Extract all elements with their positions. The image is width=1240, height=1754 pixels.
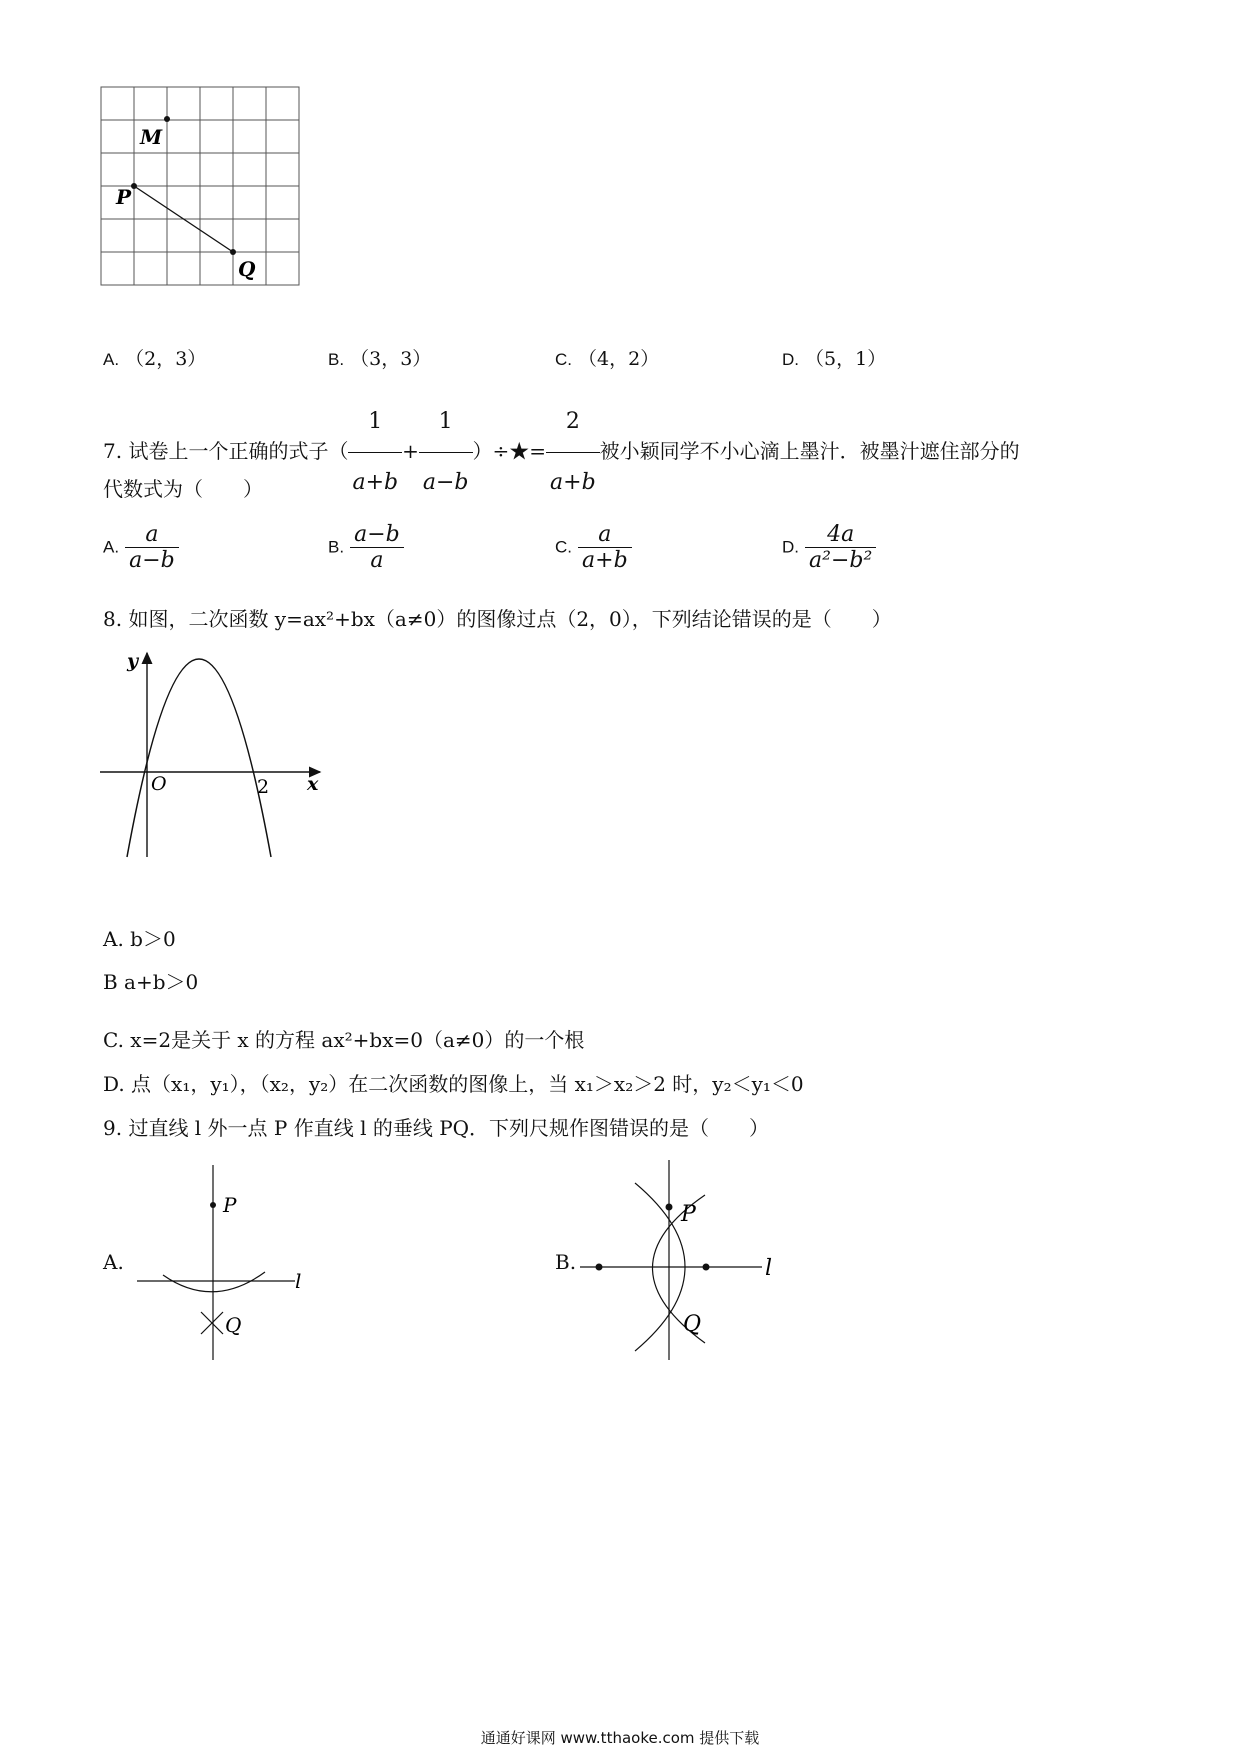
q7-option-c <box>555 522 632 573</box>
q7-fraction-2-den: a−b <box>419 452 473 513</box>
fig-b-point-left <box>596 1264 603 1271</box>
q7-option-c-fraction <box>578 522 632 573</box>
q7-fraction-1-den: a+b <box>348 452 402 513</box>
fig-b-label-q: Q <box>683 1312 702 1337</box>
q7-fraction-3-den: a+b <box>546 452 600 513</box>
q7-option-c-num: a <box>598 522 612 547</box>
root-label: 2 <box>257 776 270 798</box>
q7-middle: ）÷★= <box>472 439 547 463</box>
fig-a-label-p: P <box>223 1193 237 1217</box>
q9-figure-b-label: B. <box>555 1250 577 1274</box>
q7-plus: + <box>402 439 419 463</box>
q6-option-d <box>782 344 886 371</box>
label-q: Q <box>238 257 256 281</box>
q7-option-b-den: a <box>350 547 404 573</box>
origin-label: O <box>151 773 167 795</box>
q7-option-b-num: a−b <box>354 522 400 547</box>
q7-option-d-num: 4a <box>827 522 855 547</box>
q9-stem: 9. 过直线 l 外一点 P 作直线 l 的垂线 PQ．下列尺规作图错误的是（ ） <box>103 1116 770 1140</box>
fig-a-label-q: Q <box>225 1313 242 1337</box>
point-m <box>164 116 170 122</box>
fig-a-point-p <box>210 1202 216 1208</box>
q7-fraction-1-num: 1 <box>368 409 383 434</box>
x-axis-label: x <box>307 773 319 795</box>
q6-option-c-label: C. <box>555 350 572 369</box>
q7-stem-line2: 代数式为（ ） <box>103 477 263 501</box>
q6-option-c <box>555 344 659 371</box>
q6-option-d-text: （5，1） <box>805 348 887 370</box>
q6-option-a <box>103 344 206 371</box>
q7-fraction-3-num: 2 <box>565 409 580 434</box>
q7-option-c-den: a+b <box>578 547 632 573</box>
fig-b-label-p: P <box>681 1202 696 1227</box>
q8-option-d: D. 点（x₁，y₁），（x₂，y₂）在二次函数的图像上，当 x₁＞x₂＞2 时，y₂＜y₁＜0 <box>103 1072 804 1096</box>
q7-option-d-den: a²−b² <box>805 547 876 573</box>
q9-figure-b <box>575 1155 800 1370</box>
fig-a-arc <box>163 1272 265 1292</box>
fig-b-point-right <box>703 1264 710 1271</box>
q7-option-a-label: A. <box>103 537 120 557</box>
q8-option-b: B a+b＞0 <box>103 970 199 994</box>
q7-option-b-fraction <box>350 522 404 573</box>
q7-option-a-den: a−b <box>125 547 179 573</box>
parabola-curve <box>127 659 271 857</box>
q7-text-before: 试卷上一个正确的式子（ <box>128 439 349 463</box>
q7-option-b <box>328 522 404 573</box>
q6-option-b-label: B. <box>328 350 345 369</box>
point-p <box>131 183 137 189</box>
q7-fraction-3 <box>546 392 600 513</box>
q9-figure-a-label: A. <box>103 1250 124 1274</box>
page-footer: 通通好课网 www.tthaoke.com 提供下载 <box>480 1729 760 1747</box>
q7-option-a <box>103 522 179 573</box>
fig-b-label-l: l <box>765 1256 773 1281</box>
q7-fraction-2 <box>419 392 473 513</box>
q6-option-a-label: A. <box>103 350 120 369</box>
q6-option-a-text: （2，3） <box>125 348 207 370</box>
fig-b-point-p <box>666 1204 673 1211</box>
label-p: P <box>116 185 132 209</box>
y-axis-label: y <box>127 650 139 672</box>
q7-option-a-num: a <box>145 522 159 547</box>
q7-option-b-label: B. <box>328 537 345 557</box>
q7-option-d-label: D. <box>782 537 799 557</box>
q8-parabola-graph <box>95 645 335 865</box>
grid-figure <box>100 86 310 296</box>
q7-fraction-1 <box>348 392 402 513</box>
q7-option-a-fraction <box>125 522 179 573</box>
q8-option-a: A. b＞0 <box>103 927 176 951</box>
q6-option-d-label: D. <box>782 350 799 369</box>
q8-option-c: C. x=2是关于 x 的方程 ax²+bx=0（a≠0）的一个根 <box>103 1028 585 1052</box>
q8-stem: 8. 如图，二次函数 y=ax²+bx（a≠0）的图像过点（2，0），下列结论错误的是（ ） <box>103 607 892 631</box>
q7-number: 7. <box>103 439 123 463</box>
q9-figure-a <box>125 1160 325 1365</box>
q6-option-b <box>328 344 431 371</box>
q7-option-c-label: C. <box>555 537 572 557</box>
point-q <box>230 249 236 255</box>
q7-option-d-fraction <box>805 522 876 573</box>
q7-option-d <box>782 522 876 573</box>
fig-a-label-l: l <box>295 1269 302 1293</box>
q7-text-after: 被小颖同学不小心滴上墨汁．被墨汁遮住部分的 <box>599 439 1020 463</box>
label-m: M <box>140 125 163 149</box>
q6-option-b-text: （3，3） <box>350 348 432 370</box>
q7-fraction-2-num: 1 <box>438 409 453 434</box>
q6-option-c-text: （4，2） <box>578 348 660 370</box>
